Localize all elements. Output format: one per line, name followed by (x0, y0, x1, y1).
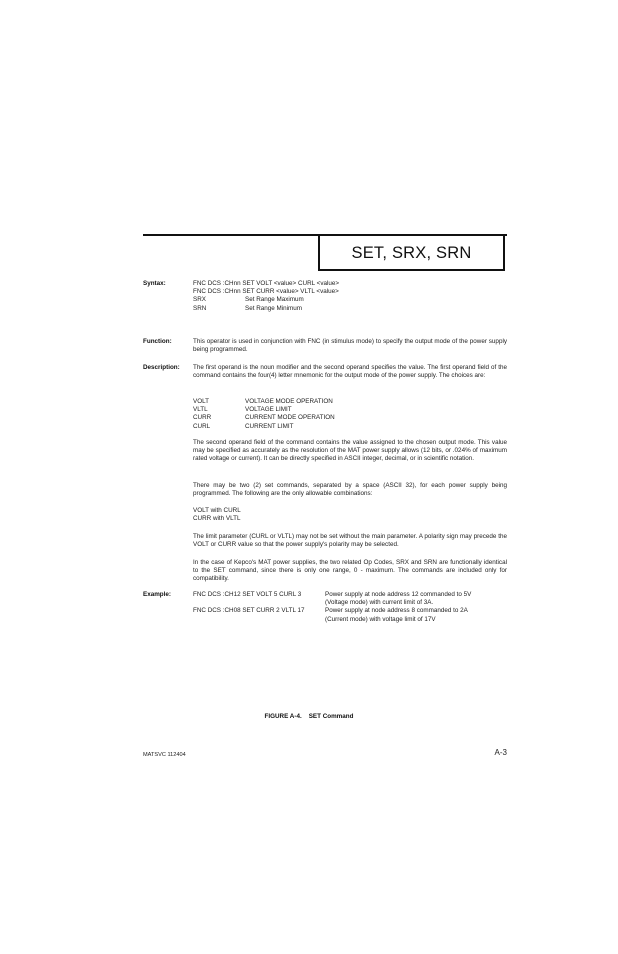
function-label: Function: (143, 338, 172, 345)
footer-page-number: A-3 (494, 748, 507, 757)
example-label: Example: (143, 591, 171, 598)
example-command: FNC DCS :CH12 SET VOLT 5 CURL 3 (193, 591, 302, 598)
example-desc-line: Power supply at node address 8 commanded to 2A (325, 607, 468, 615)
mode-row (193, 423, 507, 431)
mode-value: CURRENT LIMIT (245, 422, 294, 430)
description-p5: In the case of Kepco's MAT power supplies, the two related Op Codes, SRX and SRN are functionally identical to the SET command, since there is only one range, 0 - maximum. The commands are included only for compatibility. (193, 559, 507, 583)
syntax-key: SRX (193, 296, 206, 304)
mode-key: CURL (193, 422, 211, 430)
mode-row (193, 398, 507, 406)
example-desc-line: Power supply at node address 12 commanded to 5V (325, 591, 472, 598)
mode-row (193, 406, 507, 414)
example-row (193, 591, 507, 607)
syntax-pair (193, 305, 507, 313)
example-description (325, 591, 507, 607)
mode-value: VOLTAGE MODE OPERATION (245, 398, 333, 405)
syntax-key: SRN (193, 304, 207, 312)
example-desc-line: (Voltage mode) with current limit of 3A. (325, 599, 434, 607)
syntax-line: FNC DCS :CHnn SET VOLT <value> CURL <value> (193, 280, 340, 287)
syntax-pair (193, 296, 507, 304)
description-p2: The second operand field of the command contains the value assigned to the chosen output mode. This value may be specified as accurately as the resolution of the MAT power supply allows (12 bits, or .024% of maximum rated voltage or current). It can be directly specified in ASCII integer, decimal, or in scientific notation. (193, 439, 507, 463)
example-command: FNC DCS :CH08 SET CURR 2 VLTL 17 (193, 607, 305, 615)
syntax-line: FNC DCS :CHnn SET CURR <value> VLTL <value> (193, 288, 339, 296)
syntax-value: Set Range Minimum (245, 304, 303, 312)
description-p4: The limit parameter (CURL or VLTL) may not be set without the main parameter. A polarity sign may precede the VOLT or CURR value so that the power supply's polarity may be selected. (193, 533, 507, 549)
example-description (325, 607, 507, 623)
syntax-label: Syntax: (143, 280, 166, 287)
description-label: Description: (143, 364, 180, 371)
mode-key: VLTL (193, 406, 208, 414)
mode-row (193, 414, 507, 422)
mode-list (193, 398, 507, 431)
title-box (318, 234, 505, 271)
figure-caption: FIGURE A-4. SET Command (264, 713, 354, 720)
description-p3: There may be two (2) set commands, separated by a space (ASCII 32), for each power supply being programmed. The following are the only allowable combinations: (193, 482, 507, 498)
syntax-value: Set Range Maximum (245, 296, 304, 304)
mode-value: CURRENT MODE OPERATION (245, 414, 335, 422)
syntax-block (193, 280, 507, 313)
combo-list (193, 507, 507, 523)
example-row (193, 607, 507, 623)
example-list (193, 591, 507, 624)
page-title: SET, SRX, SRN (351, 243, 472, 262)
combo-item: VOLT with CURL (193, 507, 241, 514)
mode-key: CURR (193, 414, 212, 422)
function-text: This operator is used in conjunction with FNC (in stimulus mode) to specify the output mode of the power supply being programmed. (193, 338, 507, 354)
mode-key: VOLT (193, 398, 209, 405)
mode-value: VOLTAGE LIMIT (245, 406, 292, 414)
example-desc-line: (Current mode) with voltage limit of 17V (325, 615, 436, 623)
combo-item: CURR with VLTL (193, 515, 241, 523)
description-p1: The first operand is the noun modifier and the second operand specifies the value. The first operand field of the command contains the four(4) letter mnemonic for the output mode of the power supply. The choices are: (193, 364, 507, 380)
footer-doc-id: MATSVC 112404 (143, 752, 186, 758)
